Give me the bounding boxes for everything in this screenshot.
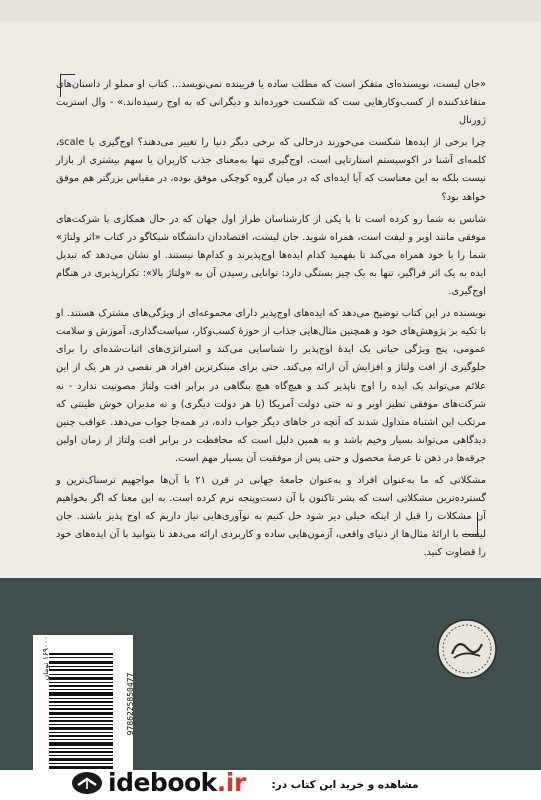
book-circle-icon <box>70 770 104 796</box>
blurb-paragraph-4: مشکلاتی که ما به‌عنوان افراد و به‌عنوان جامعهٔ جهانی در قرن ۲۱ با آن‌ها مواجهیم ترسناک‌ترین و گسترده‌ترین مشکلاتی است که بشر تاکنون با آن دست‌وپنجه نرم کرده است. به این معنا که اگر بخواهیم آن مشکلات را قبل از اینکه خیلی دیر شود حل کنیم به نوآوری‌هایی نیاز داریم که اوج پذیر باشند. جان لیست با ارائهٔ مثال‌ها از دنیای واقعی، آزمون‌هایی ساده و کاربردی ارائه می‌دهد تا بتوانید با آن ایده‌های خود را قضاوت کنید. <box>56 474 486 559</box>
logo-main: idebook <box>108 768 217 797</box>
barcode-bars <box>49 653 113 769</box>
blurb-text <box>56 76 486 566</box>
footer-ad-text: مشاهده و خرید این کتاب در: <box>271 779 419 791</box>
logo-tld: .ir <box>216 768 246 797</box>
idebook-logo[interactable] <box>40 766 246 800</box>
blurb-paragraph-1: چرا برخی از ایده‌ها شکست می‌خورند درحالی که برخی دیگر دنیا را تغییر می‌دهند؟ اوج‌گیری یا scale، کلمه‌ای آشنا در اکوسیستم استارتاپی است. اوج‌گیری تنها به‌معنای جذب کاربران یا سهم بیشتری از بازار نیست بلکه به این معناست که آیا ایده‌ای که در میان گروه کوچکی موفق بوده، در مقیاس بزرگتر هم موفق خواهد بود؟ <box>56 137 486 203</box>
quote-bracket-bottom <box>463 512 478 535</box>
blurb-paragraph-2: شانس به شما رو کرده است تا با یکی از کارشناسان طراز اول جهان که در حال همکاری با شرکت‌های موفقی مانند اوبر و لیفت است، همراه شوید. جان لیست، اقتصاددان دانشگاه شیکاگو در کتاب «اثر ولتاژ» شما را با خود همراه می‌کند تا بفهمید کدام ایده‌ها اوج‌پذیرند و کدام‌ها نیستند. او نشان می‌دهد که تبدیل ایده به یک اثر فراگیر، تنها به یک چیز بستگی دارد: توانایی رسیدن آن به «ولتاژ بالا»: تکرارپذیری در هنگام اوج‌گیری. <box>56 213 486 298</box>
blurb-paragraph-3: نویسنده در این کتاب توضیح می‌دهد که ایده‌های اوج‌پذیر دارای مجموعه‌ای از ویژگی‌های مشترک هستند. او با تکیه بر پژوهش‌های خود و همچنین مثال‌هایی جذاب از حوزهٔ کسب‌وکار، سیاست‌گذاری، آموزش و سلامت عمومی، پنج ویژگی حیاتی یک ایدهٔ اوج‌پذیر را شناسایی می‌کند و استراتژی‌های اثبات‌شده‌ای را برای جلوگیری از افت ولتاژ و افزایش آن ارائه می‌کند. حتی برای مبتکرترین افراد هر نقصی در هر یک از این علائم می‌تواند یک ایده را اوج ناپذیر کند و هیچ‌گاه هیچ بنگاهی در برابر افت ولتاژ مصونیت ندارد - نه شرکت‌های موفقی نظیر اوبر و نه حتی دولت آمریکا (یا هر دولت دیگری) و نه مدیران خوش‌ طینتی که مرتکب این اشتباه متداول شدند که آنچه در جاهای دیگر جواب داده، در همه‌جا جواب می‌دهد. عواقب چنین دیدگاهی می‌تواند بسیار وخیم باشد و به همین دلیل است که محافظت در برابر افت ولتاژ از زمان اولین جرقه‌ها در ذهن تا عرضهٔ محصول و حتی پس از موفقیت آن بسیار مهم است. <box>56 308 486 464</box>
logo-text <box>108 768 246 798</box>
barcode-digits: 9786225850477 <box>126 672 135 736</box>
price-label: ۱۶۹۰۰۰ تومان <box>41 636 50 681</box>
publisher-seal-icon <box>436 618 498 680</box>
quote-paragraph: «جان لیست، نویسنده‌ای متفکر است که مطلب ساده یا فریبنده نمی‌نویسد... کتاب او مملو از داستان‌های متقاعدکننده از کسب‌وکارهایی ست که شکست خورده‌اند و دیگرانی که به اوج رسیده‌اند.» - وال استریت ژورنال <box>56 79 486 127</box>
top-strip <box>0 0 541 22</box>
